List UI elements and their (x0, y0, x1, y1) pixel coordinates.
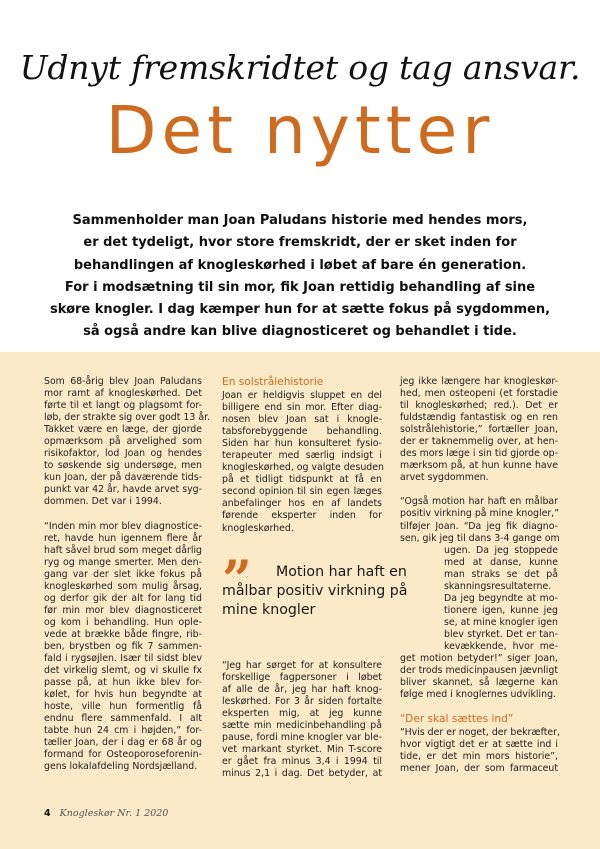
text-line: passe på, at hun ikke blev for- (44, 677, 202, 689)
text-line: mor ramt af knogleskørhed. Det (44, 388, 202, 400)
lead-paragraph (48, 210, 552, 344)
lead-line: er det tydeligt, hvor store fremskridt, der er sket inden for (83, 235, 517, 251)
paragraph (44, 376, 211, 509)
text-line: minus 2,1 i dag. Det betyder, at (222, 768, 382, 780)
text-line: terapeuter med særlig indsigt i (222, 450, 382, 462)
text-line: sætte min medicinbehandling på (222, 720, 382, 732)
text-line: second opinion til sin egen læges (222, 486, 382, 498)
text-line: risikofaktor, lod Joan og hendes (44, 448, 202, 460)
text-line: mener Joan, der som farmaceut (400, 763, 558, 775)
column-2-continued (222, 660, 382, 792)
paragraph (222, 390, 382, 535)
paragraph (222, 660, 382, 780)
text-line: hed, men osteopeni (et forstadie (400, 388, 558, 400)
text-line: hoste, ville hun formentlig få (44, 701, 202, 713)
page-title: Det nytter (105, 92, 495, 169)
paragraph (400, 376, 558, 484)
text-line: Som 68-årig blev Joan Paludans (44, 376, 202, 387)
text-line: der trods medicinpausen jævnligt (400, 665, 558, 677)
text-line: med at danse, kunne (444, 556, 558, 568)
column-1 (44, 376, 211, 786)
pull-quote-line: mine knogler (222, 602, 316, 618)
text-line: tæller Joan, der i dag er 68 år og (44, 737, 202, 749)
text-line: formand for Osteoporoseforenin- (44, 749, 202, 761)
text-line: tabte hun 24 cm i højden,” for- (44, 725, 202, 737)
text-line: kun Joan, der på daværende tids- (44, 472, 202, 484)
text-line: Siden har hun konsulteret fysio- (222, 438, 382, 450)
text-line: solstrålehistorie,” fortæller Joan, (400, 424, 558, 436)
lead-line: Sammenholder man Joan Paludans historie med hendes mors, (72, 213, 528, 228)
text-line: der er taknemmelig over, at hen- (400, 436, 558, 448)
text-line: mærksom på, at hun kunne have (400, 460, 558, 472)
paragraph (400, 727, 558, 775)
text-line: anbefalinger hos en af landets (222, 498, 382, 510)
text-line: billigere end sin mor. Efter diag- (222, 402, 382, 414)
text-line: hvor vigtigt det er at sætte ind i (400, 739, 558, 751)
text-line: det virkelig slemt, og vi skulle fx (44, 665, 202, 677)
text-line: tide, er det min mors historie”, (400, 751, 558, 763)
paragraph (400, 496, 558, 701)
page-number: 4 (44, 808, 51, 819)
text-line: “Jeg har sørget for at konsultere (222, 660, 382, 671)
text-line: get motion betyder!” siger Joan, (400, 653, 558, 665)
pull-quote-line: Motion har haft en (276, 564, 407, 580)
text-line: se, at mine knogler igen (444, 616, 558, 628)
section-heading: “Der skal sættes ind” (400, 713, 514, 726)
column-3 (400, 376, 558, 787)
text-line: tabsforebyggende behandling. (222, 426, 382, 438)
text-line: løb, der strakte sig over godt 13 år. (44, 412, 211, 424)
text-line: vet markant styrket. Min T-score (222, 744, 382, 756)
column-2 (222, 376, 382, 547)
lead-line: For i modsætning til sin mor, fik Joan rettidig behandling af sine (64, 279, 536, 295)
text-line: ret, havde hun igennem flere år (44, 532, 202, 544)
text-line: des mors læge i sin tid gjorde op- (400, 448, 558, 460)
text-line: ugen. Da jeg stoppede (444, 544, 558, 556)
text-line: på et tidligt tidspunkt at få en (222, 474, 382, 486)
text-line: fald i rygsøjlen. Især til sidst blev (44, 653, 202, 665)
text-line: man straks se det på (444, 568, 558, 580)
text-line: førende eksperter inden for (222, 510, 382, 522)
text-line: eksperten mig, at jeg kunne (222, 708, 382, 720)
text-line: gang var der slet ikke fokus på (44, 568, 202, 580)
text-line: af alle de år, jeg har haft knog- (222, 684, 382, 696)
text-line: haft såvel brud som meget dårlig (44, 544, 202, 556)
text-line: til knogleskørhed; red.). Det er (400, 400, 558, 412)
text-line: og derfor gik der alt for lang tid (44, 592, 202, 604)
text-line: forskellige fagpersoner i løbet (222, 672, 382, 684)
text-line: jeg ikke længere har knogleskør- (400, 376, 558, 387)
text-line: leskørhed. For 3 år siden fortalte (222, 696, 382, 708)
text-line: Da jeg begyndte at mo- (444, 592, 558, 604)
text-line: følge med i knoglernes udvikling. (400, 689, 557, 701)
section-heading: En solstrålehistorie (222, 376, 324, 388)
text-line: knogleskørhed. (222, 522, 294, 534)
quote-mark-icon: ” (222, 550, 246, 611)
text-line: sen, gik jeg til dans 3-4 gange om (400, 532, 560, 544)
text-line: nosen blev Joan sat i knogle- (222, 414, 382, 426)
text-line: dommen. Det var i 1994. (44, 496, 162, 508)
text-line: tionere igen, kunne jeg (444, 604, 558, 616)
text-line: tilføjer Joan. “Da jeg fik diagno- (400, 520, 558, 532)
text-line: endnu flere sammenfald. I alt (44, 713, 202, 725)
text-line: ben, brystben og fik 7 sammen- (44, 640, 202, 652)
text-line: “Hvis der er noget, der bekræfter, (400, 727, 560, 739)
text-line: blev styrket. Det er tan- (444, 628, 558, 640)
text-line: knogleskørhed som mulig årsag, (44, 580, 202, 592)
text-line: skanningsresultaterne. (444, 580, 552, 592)
text-line: ryg og mange smerter. Men den- (44, 556, 202, 568)
text-line: fuldstændig fantastisk og en ren (400, 412, 558, 424)
page-footer (44, 808, 168, 819)
text-line: kølet, for hvis hun begyndte at (44, 689, 202, 701)
text-line: Joan er heldigvis sluppet en del (222, 390, 382, 401)
text-line: Takket være en læge, der gjorde (44, 424, 202, 436)
pull-quote (222, 550, 422, 620)
lead-line: så også andre kan blive diagnosticeret og behandlet i tide. (83, 324, 517, 340)
text-line: vede at brække både fingre, rib- (44, 628, 202, 640)
kicker-title: Udnyt fremskridtet og tag ansvar. (19, 48, 581, 87)
text-line: og kom i behandling. Hun ople- (44, 616, 202, 628)
text-line: førte til et langt og plagsomt for- (44, 400, 202, 412)
text-line: gens lokalafdeling Nordsjælland. (44, 761, 198, 773)
text-line: er gået fra minus 3,4 i 1994 til (222, 756, 382, 768)
publication-name: Knogleskør Nr. 1 2020 (59, 808, 169, 819)
text-line: før min mor blev diagnosticeret (44, 604, 202, 616)
text-line: to søskende sig undersøge, men (44, 460, 202, 472)
pull-quote-line: målbar positiv virkning på (222, 583, 408, 599)
text-line: punkt var 42 år, havde arvet syg- (44, 484, 202, 496)
paragraph (44, 521, 202, 774)
text-line: positiv virkning på mine knogler,” (400, 508, 560, 520)
lead-line: skøre knogler. I dag kæmper hun for at sætte fokus på sygdommen, (49, 302, 551, 318)
text-line: “Også motion har haft en målbar (400, 496, 558, 508)
lead-line: behandlingen af knogleskørhed i løbet af bare én generation. (73, 257, 527, 273)
text-line: “Inden min mor blev diagnostice- (44, 520, 202, 532)
text-line: knogleskørhed, og valgte desuden (222, 462, 384, 474)
text-line: opmærksom på arvelighed som (44, 436, 202, 448)
pull-quote-text (222, 563, 422, 620)
text-line: arvet sygdommen. (400, 472, 489, 484)
header-area (0, 0, 600, 352)
text-line: bliver skannet, så lægerne kan (400, 677, 558, 689)
text-line: pause, fordi mine knogler var ble- (222, 732, 382, 744)
text-line: kevækkende, hvor me- (444, 640, 558, 652)
